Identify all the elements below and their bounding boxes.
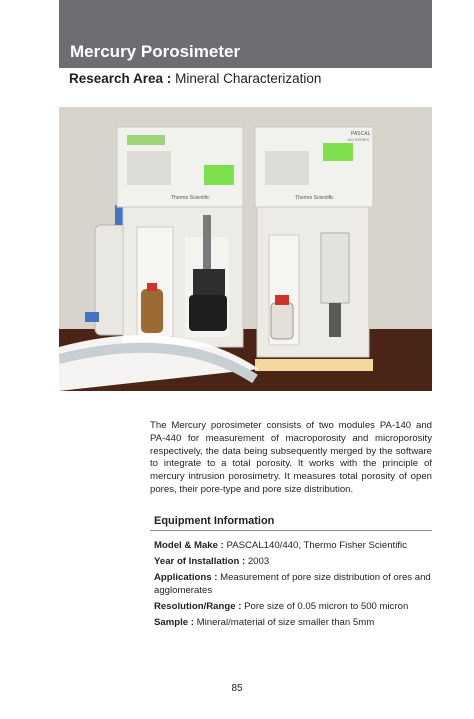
spec-value: Pore size of 0.05 micron to 500 micron	[244, 600, 409, 612]
left-flask	[141, 289, 163, 333]
title-banner	[59, 0, 432, 68]
left-brand: Thermo Scientific	[171, 195, 210, 201]
research-area-label: Research Area :	[69, 71, 172, 86]
instrument-photo	[59, 107, 432, 391]
research-area	[69, 70, 321, 88]
research-area-value: Mineral Characterization	[175, 71, 322, 86]
spec-label: Sample :	[154, 616, 194, 628]
spec-label: Model & Make :	[154, 540, 224, 551]
instrument-illustration	[59, 107, 432, 391]
left-screen	[204, 165, 234, 185]
spec-item-model	[154, 540, 432, 553]
pressure-gauge-rack	[321, 233, 349, 303]
right-keypad	[265, 151, 309, 185]
spec-label: Resolution/Range :	[154, 600, 242, 612]
equipment-list	[154, 540, 432, 633]
jerrycan-tap	[85, 312, 99, 322]
equipment-heading: Equipment Information	[154, 515, 275, 527]
right-flask	[271, 303, 293, 339]
spec-label: Year of Installation :	[154, 555, 246, 567]
equipment-heading-bar	[150, 510, 432, 531]
spec-value: Measurement of pore size distribution of ores and agglomerates	[154, 571, 431, 596]
spec-item-year	[154, 556, 432, 569]
spec-item-resolution	[154, 601, 432, 614]
dilatometer-top	[193, 269, 225, 295]
spec-item-applications	[154, 572, 432, 598]
spec-value: 2003	[247, 555, 270, 567]
spec-label: Applications :	[154, 571, 218, 583]
spec-value: PASCAL140/440, Thermo Fisher Scientific	[226, 540, 407, 551]
right-panel-label: PASCAL	[351, 131, 371, 137]
spec-value: Mineral/material of size smaller than 5mm	[196, 616, 375, 628]
right-brand: Thermo Scientific	[295, 195, 334, 201]
left-keypad	[127, 151, 171, 185]
right-piston	[329, 303, 341, 337]
right-base-light	[255, 359, 373, 371]
page-number: 85	[231, 683, 243, 694]
dilatometer-column	[203, 215, 211, 269]
page-title: Mercury Porosimeter	[70, 42, 241, 61]
right-screen	[323, 143, 353, 161]
right-panel-sublabel: 140 SERIES	[347, 137, 370, 142]
left-flask-cap	[147, 283, 157, 291]
spec-item-sample	[154, 617, 432, 630]
dilatometer-body	[189, 295, 227, 331]
description-paragraph: The Mercury porosimeter consists of two modules PA-140 and PA-440 for measurement of macroporosity and microporosity respectively, the data being subsequently merged by the software to integrate to a total porosity. It works with the principle of mercury intrusion porosimetry. It measures total porosity of open pores, their pore-type and pore size distribution.	[150, 420, 432, 495]
right-flask-cap	[275, 295, 289, 305]
left-display	[127, 135, 165, 145]
